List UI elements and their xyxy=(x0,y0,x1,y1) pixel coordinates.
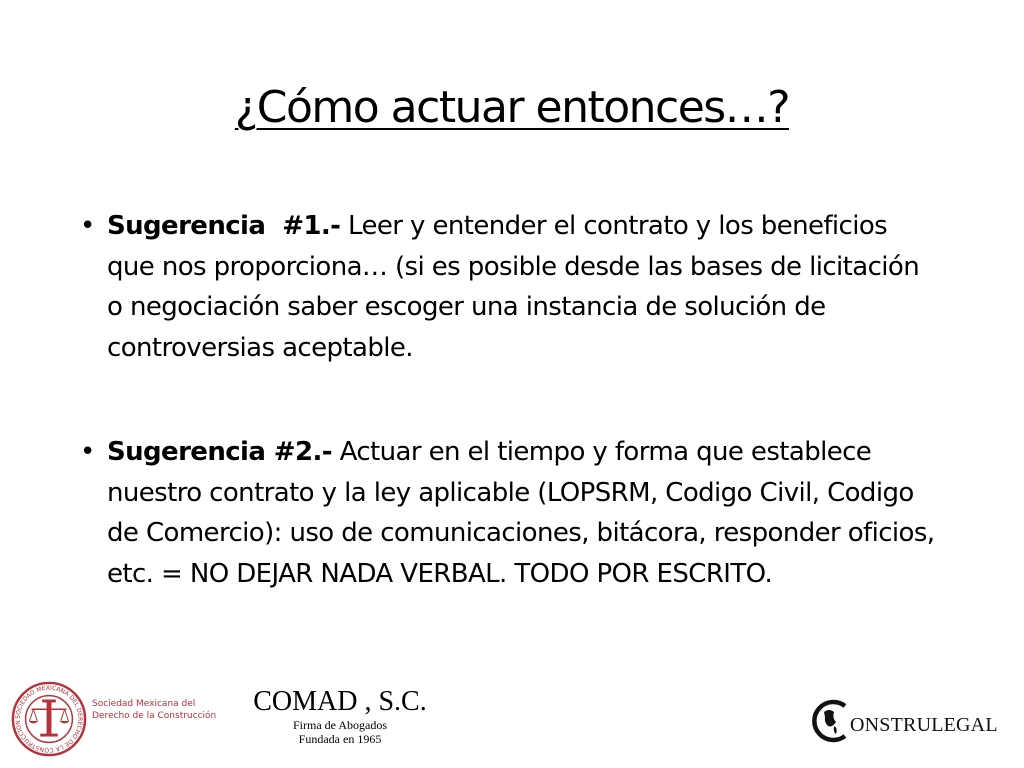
comad-tagline: Firma de Abogados xyxy=(293,718,387,732)
bullet-text: Leer y entender el contrato y los beneficios que nos proporciona… (si es posible desde las bases de licitación o negociación saber escoger una instancia de solución de controversias aceptable. xyxy=(107,211,920,363)
bullet-item xyxy=(80,206,940,368)
bullet-dot-icon: • xyxy=(80,437,95,467)
slide-title xyxy=(0,82,1024,133)
bullet-lead: Sugerencia #2.- xyxy=(107,437,332,467)
comad-name: COMAD , S.C. xyxy=(253,686,427,717)
slide-title-text: ¿Cómo actuar entonces…? xyxy=(234,82,790,133)
svg-text:SOCIEDAD MEXICANA DEL DERECHO: SOCIEDAD MEXICANA DEL DERECHO DE LA CONSTRUCCIÓN xyxy=(14,684,84,754)
bullet-text: Actuar en el tiempo y forma que establece nuestro contrato y la ley aplicable (LOPSRM, Codigo Civil, Codigo de Comercio): uso de comunicaciones, bitácora, responder oficios, etc. = NO DEJAR NADA VERBAL. TODO POR ESCRITO. xyxy=(107,437,935,589)
construlegal-name: ONSTRULEGAL xyxy=(850,714,998,736)
comad-founded: Fundada en 1965 xyxy=(298,732,382,746)
comad-logo xyxy=(245,686,435,746)
bullet-item xyxy=(80,432,940,594)
footer xyxy=(0,672,1024,768)
bullet-dot-icon: • xyxy=(80,211,95,241)
smdc-name-line2: Derecho de la Construcción xyxy=(92,711,217,721)
smdc-name-line1: Sociedad Mexicana del xyxy=(92,699,196,709)
smdc-seal-logo xyxy=(10,680,88,758)
bullet-lead: Sugerencia #1.- xyxy=(107,211,341,241)
bullet-list xyxy=(80,206,940,658)
construlegal-logo xyxy=(812,696,998,746)
globe-c-icon xyxy=(812,696,852,746)
smdc-name xyxy=(92,698,216,722)
